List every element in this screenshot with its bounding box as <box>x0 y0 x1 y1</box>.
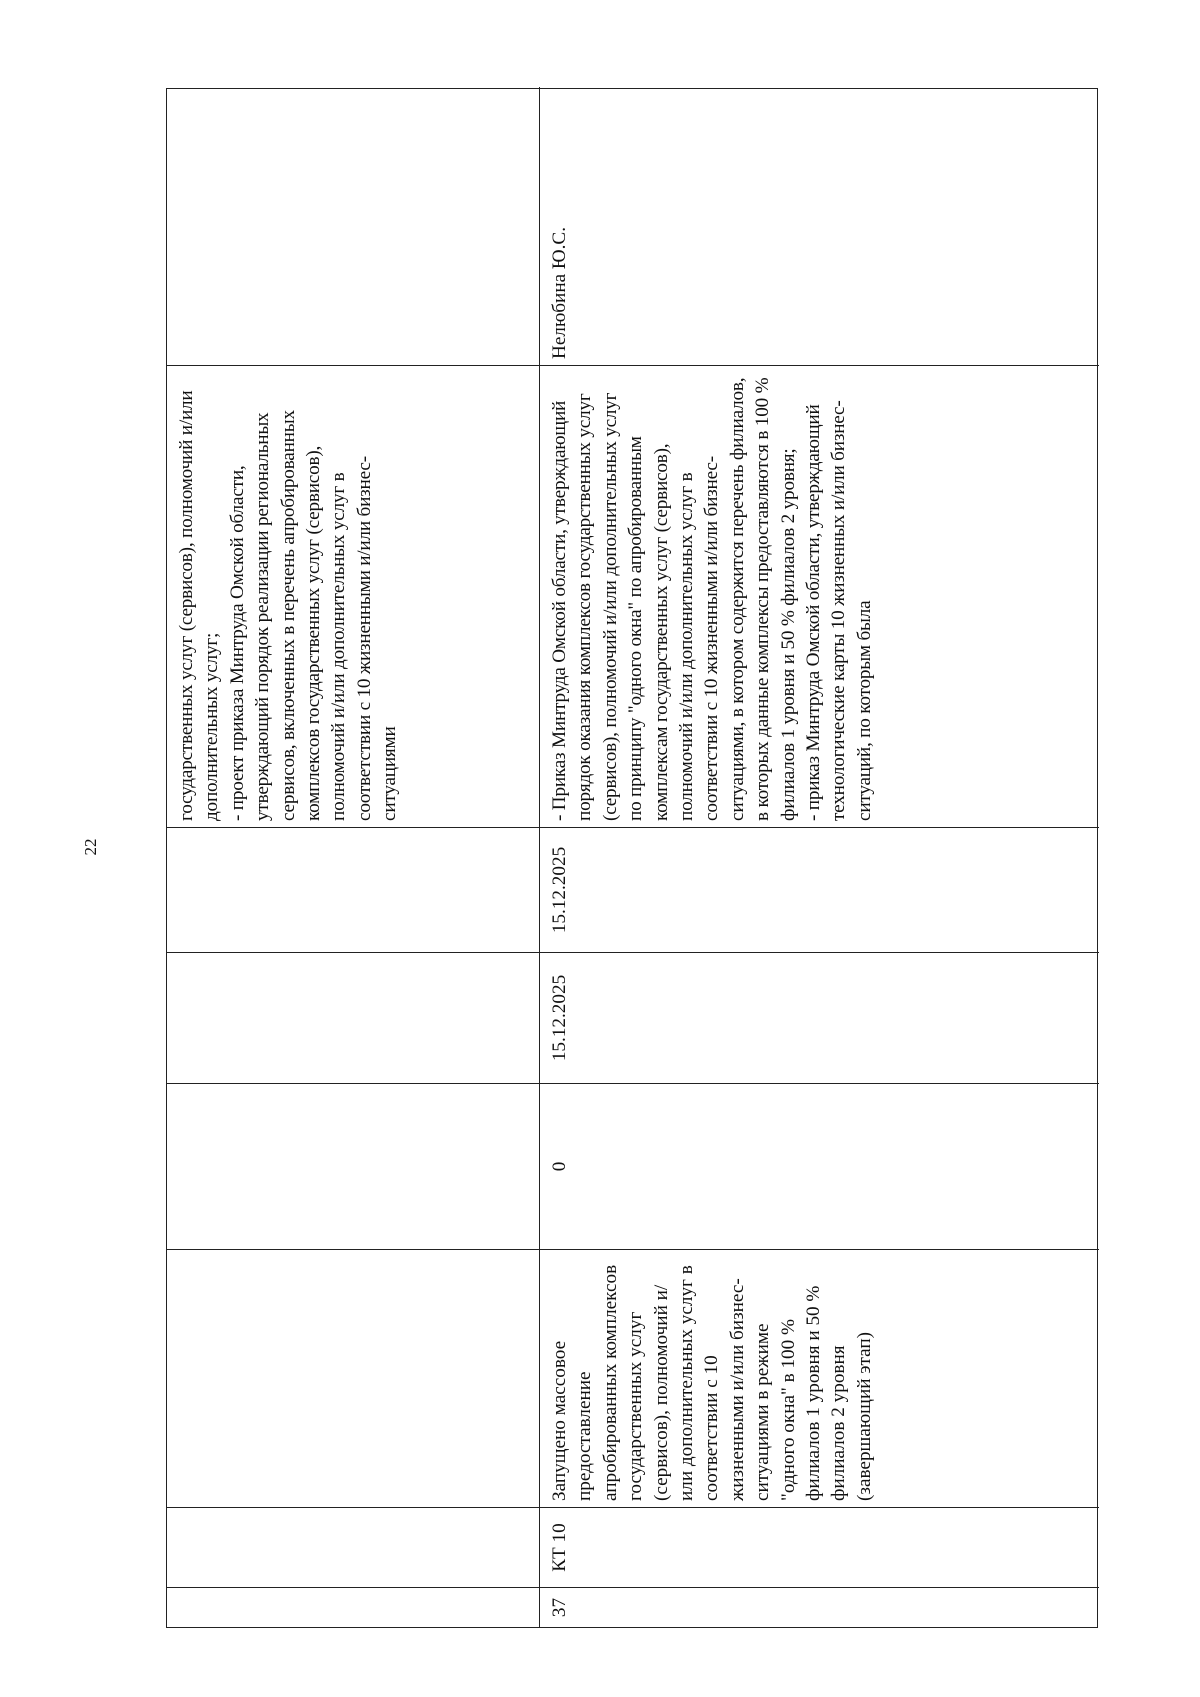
cell-end-continued <box>167 827 540 952</box>
cell-documents: - Приказ Минтруда Омской области, утверждающий порядок оказания комплексов государственных услуг (сервисов), полномочий и/или дополнительных услуг по принципу "одного окна" по апробированным комплексам государственных услуг (сервисов), полномочий и/или дополнительных услуг в соответствии с 10 жизненными и/или бизнес-ситуациями, в котором содержится перечень филиалов, в которых данные комплексы предоставляются в 100 % филиалов 1 уровня и 50 % филиалов 2 уровня; - приказ Минтруда Омской области, утверждающий технологические карты 10 жизненных и/или бизнес-ситуаций, по которым была <box>540 365 1099 827</box>
cell-end-date: 15.12.2025 <box>540 827 1099 952</box>
cell-responsible: Нелюбина Ю.С. <box>549 226 570 359</box>
cell-responsible-continued <box>167 87 540 365</box>
cell-control-point-code: КТ 10 <box>540 1507 1099 1587</box>
cell-control-point-name: Запущено массовое предоставление апробированных комплексов государственных услуг (сервисов), полномочий и/или дополнительных услуг в соответствии с 10 жизненными и/или бизнес-ситуациями в режиме "одного окна" в 100 % филиалов 1 уровня и 50 % филиалов 2 уровня (завершающий этап) <box>540 1249 1099 1507</box>
cell-docs-continued: государственных услуг (сервисов), полномочий и/или дополнительных услуг; - проект приказа Минтруда Омской области, утверждающий порядок реализации региональных сервисов, включенных в перечень апробированных комплексов государственных услуг (сервисов), полномочий и/или дополнительных услуг в соответствии с 10 жизненными и/или бизнес-ситуациями <box>167 365 540 827</box>
cell-row-number: 37 <box>540 1587 1099 1627</box>
cell-name-continued <box>167 1249 540 1507</box>
cell-value-continued <box>167 1083 540 1249</box>
cell-value: 0 <box>540 1083 1099 1249</box>
cell-start-continued <box>167 952 540 1083</box>
cell-start-date: 15.12.2025 <box>540 952 1099 1083</box>
cell-code-continued <box>167 1507 540 1587</box>
cell-num-continued <box>167 1587 540 1627</box>
plan-table <box>166 88 1098 1628</box>
page-number: 22 <box>81 838 100 856</box>
